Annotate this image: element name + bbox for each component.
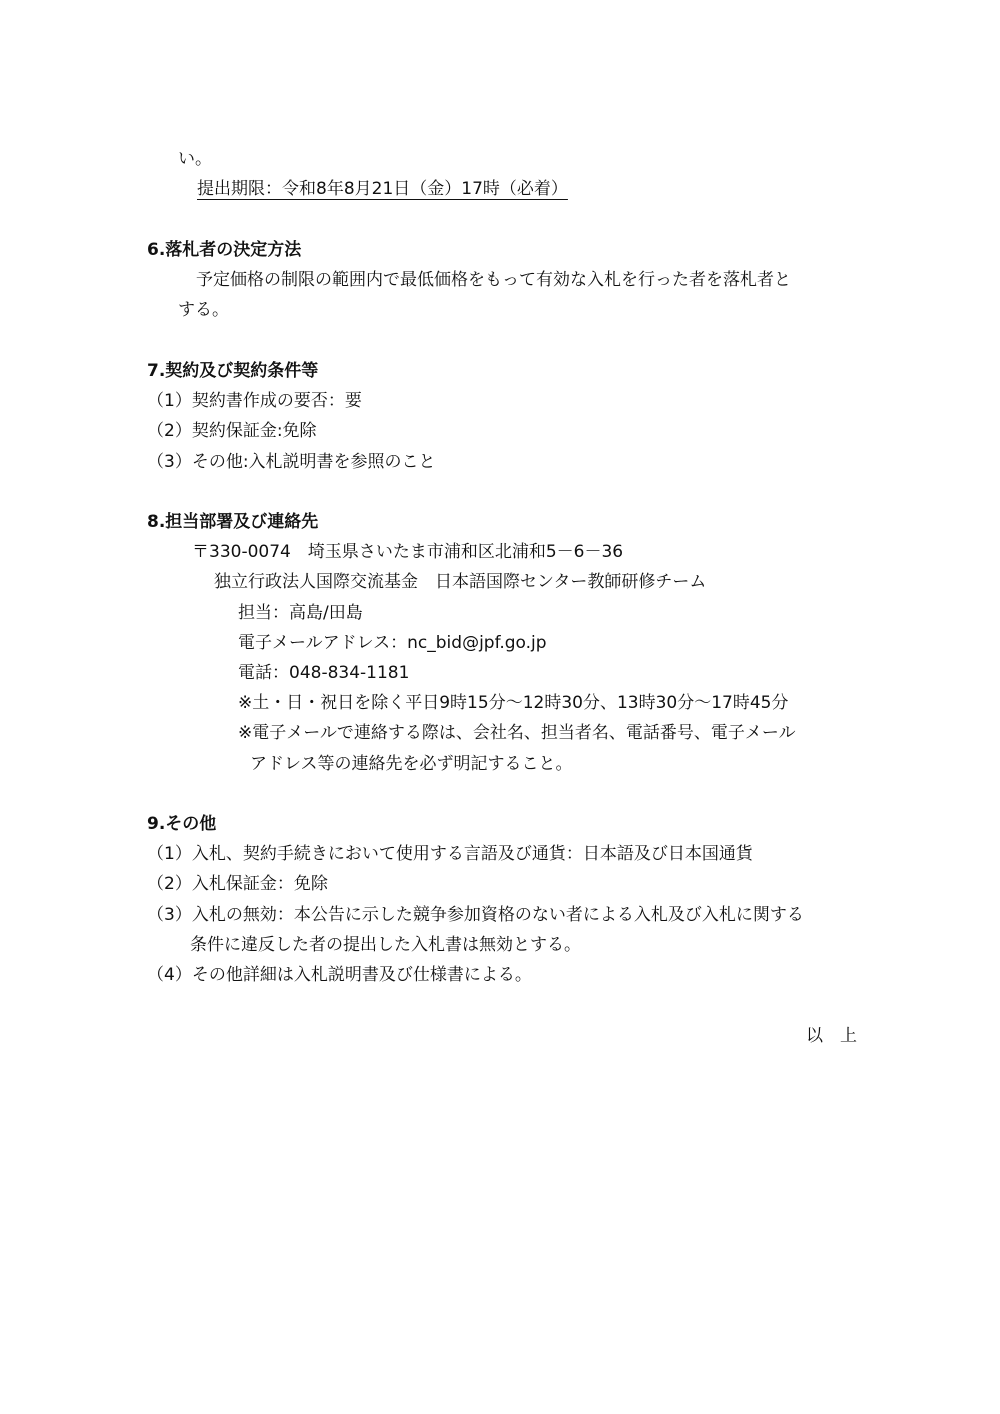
section-9-item-1: （1）入札、契約手続きにおいて使用する言語及び通貨：日本語及び日本国通貨 [147, 844, 753, 864]
section-7-item-2: （2）契約保証金:免除 [147, 421, 317, 441]
section-7-item-3: （3）その他:入札説明書を参照のこと [147, 452, 436, 472]
section-9-item-2: （2）入札保証金：免除 [147, 874, 328, 894]
section-6-line-2: する。 [178, 300, 229, 320]
email-note-line-1: ※電子メールで連絡する際は、会社名、担当者名、電話番号、電子メール [238, 723, 796, 743]
section-9-item-3: （3）入札の無効：本公告に示した競争参加資格のない者による入札及び入札に関する [147, 905, 804, 925]
section-9-item-4: （4）その他詳細は入札説明書及び仕様書による。 [147, 965, 532, 985]
contact-email: 電子メールアドレス：nc_bid@jpf.go.jp [238, 633, 547, 653]
submission-deadline: 提出期限：令和8年8月21日（金）17時（必着） [197, 179, 568, 199]
contact-phone: 電話：048-834-1181 [238, 663, 410, 683]
section-8-heading: 8.担当部署及び連絡先 [147, 512, 319, 532]
organization-name: 独立行政法人国際交流基金 日本語国際センター教師研修チーム [214, 572, 707, 592]
section-7-item-1: （1）契約書作成の要否：要 [147, 391, 362, 411]
section-9-heading: 9.その他 [147, 814, 217, 834]
section-6-heading: 6.落札者の決定方法 [147, 240, 302, 260]
office-hours-note: ※土・日・祝日を除く平日9時15分～12時30分、13時30分～17時45分 [238, 693, 789, 713]
email-note-line-2: アドレス等の連絡先を必ず明記すること。 [250, 754, 573, 774]
section-7-heading: 7.契約及び契約条件等 [147, 361, 319, 381]
section-9-item-3-cont: 条件に違反した者の提出した入札書は無効とする。 [190, 935, 581, 955]
postal-address: 〒330-0074 埼玉県さいたま市浦和区北浦和5－6－36 [192, 542, 624, 562]
closing-remark: 以 上 [806, 1026, 857, 1046]
continuation-text: い。 [178, 149, 212, 169]
section-6-line-1: 予定価格の制限の範囲内で最低価格をもって有効な入札を行った者を落札者と [196, 270, 791, 290]
contact-staff: 担当：高島/田島 [238, 603, 363, 623]
